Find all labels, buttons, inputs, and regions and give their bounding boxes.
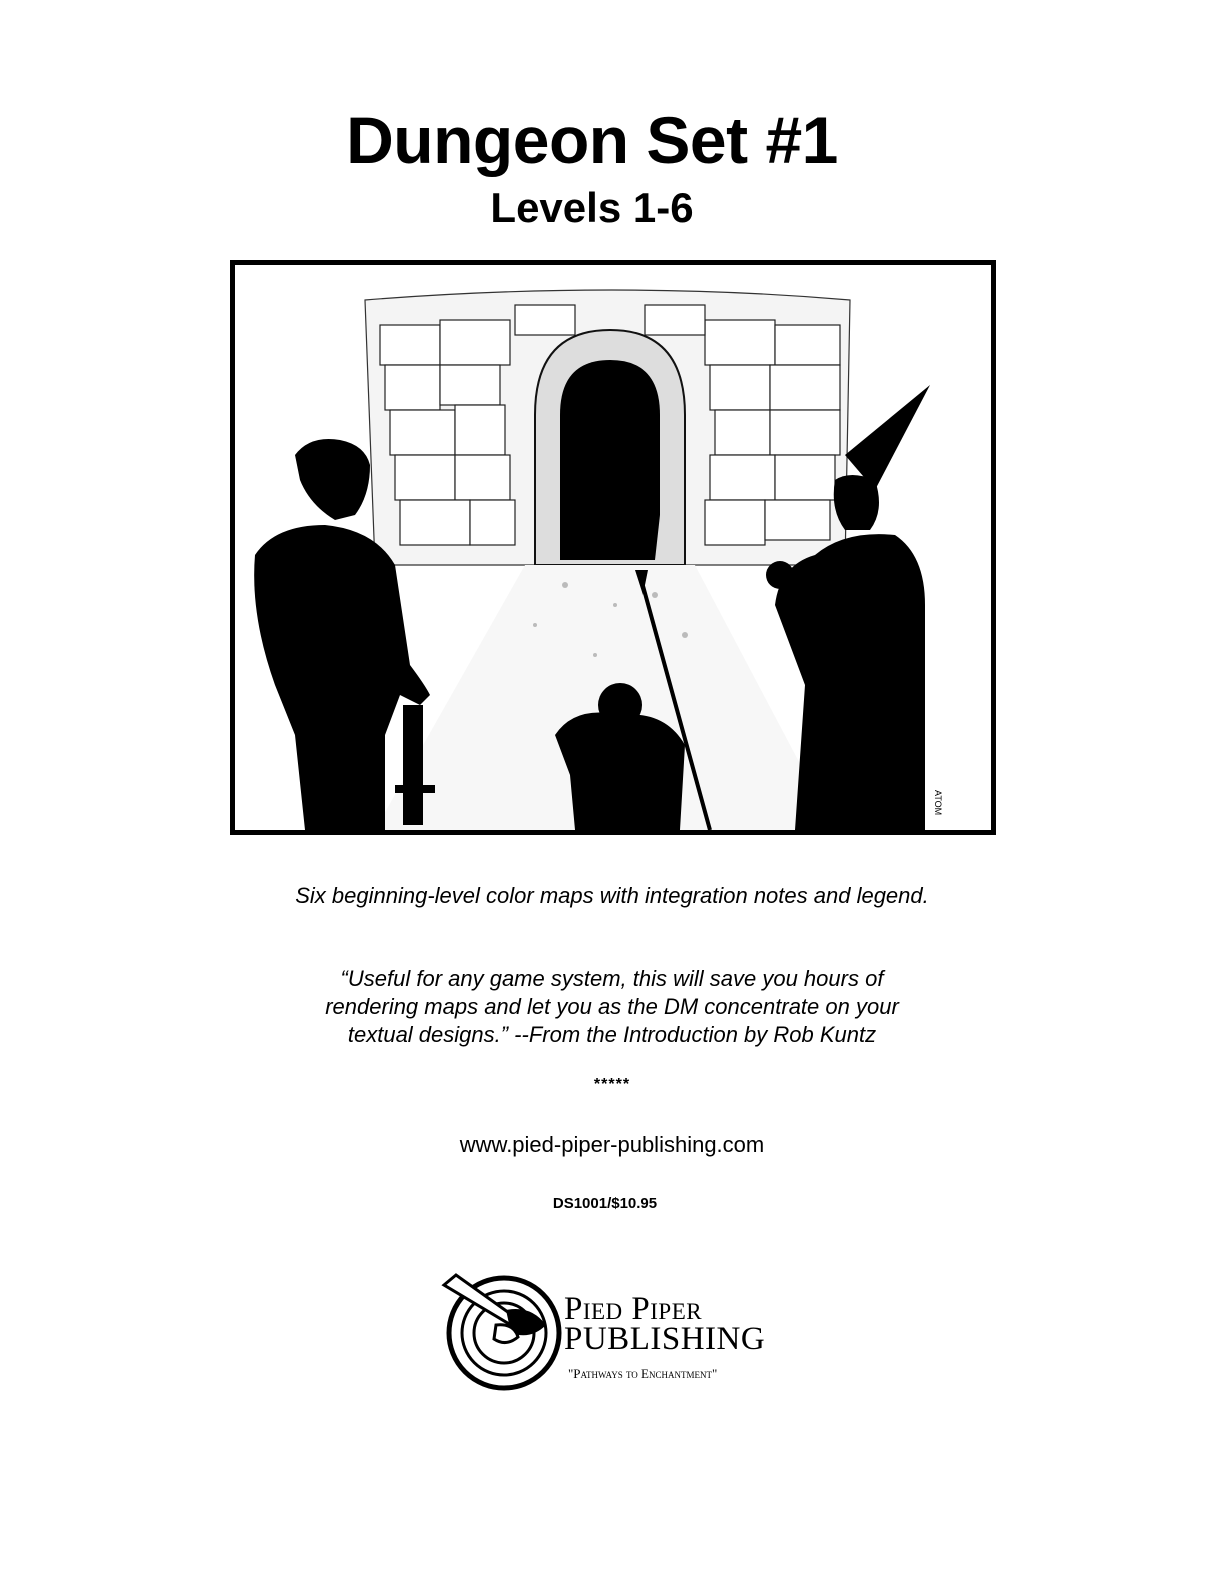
- dungeon-entrance-illustration: [235, 265, 991, 830]
- publisher-name-line1: Pied Piper: [564, 1291, 703, 1327]
- artist-signature: ATOM: [933, 790, 943, 816]
- pied-piper-emblem-icon: [436, 1265, 566, 1395]
- cover-title: Dungeon Set #1: [346, 103, 838, 177]
- description-text: Six beginning-level color maps with integration notes and legend.: [295, 883, 929, 908]
- cover-subtitle: Levels 1-6: [490, 184, 694, 231]
- separator: *****: [593, 1076, 631, 1093]
- website-link[interactable]: www.pied-piper-publishing.com: [459, 1132, 765, 1157]
- product-code: DS1001/$10.95: [552, 1195, 658, 1212]
- quote-text: “Useful for any game system, this will save you hours of rendering maps and let you as the DM concentrate on your textual designs.” --From the Introduction by Rob Kuntz: [325, 966, 899, 1047]
- publisher-tagline: "Pathways to Enchantment": [568, 1366, 718, 1381]
- arched-doorway: [535, 330, 685, 565]
- product-description: [0, 882, 1224, 910]
- publisher-logo: [436, 1265, 796, 1395]
- product-quote: [0, 965, 1224, 1049]
- publisher-name-line2: PUBLISHING: [564, 1321, 766, 1357]
- cover-illustration: [230, 260, 996, 835]
